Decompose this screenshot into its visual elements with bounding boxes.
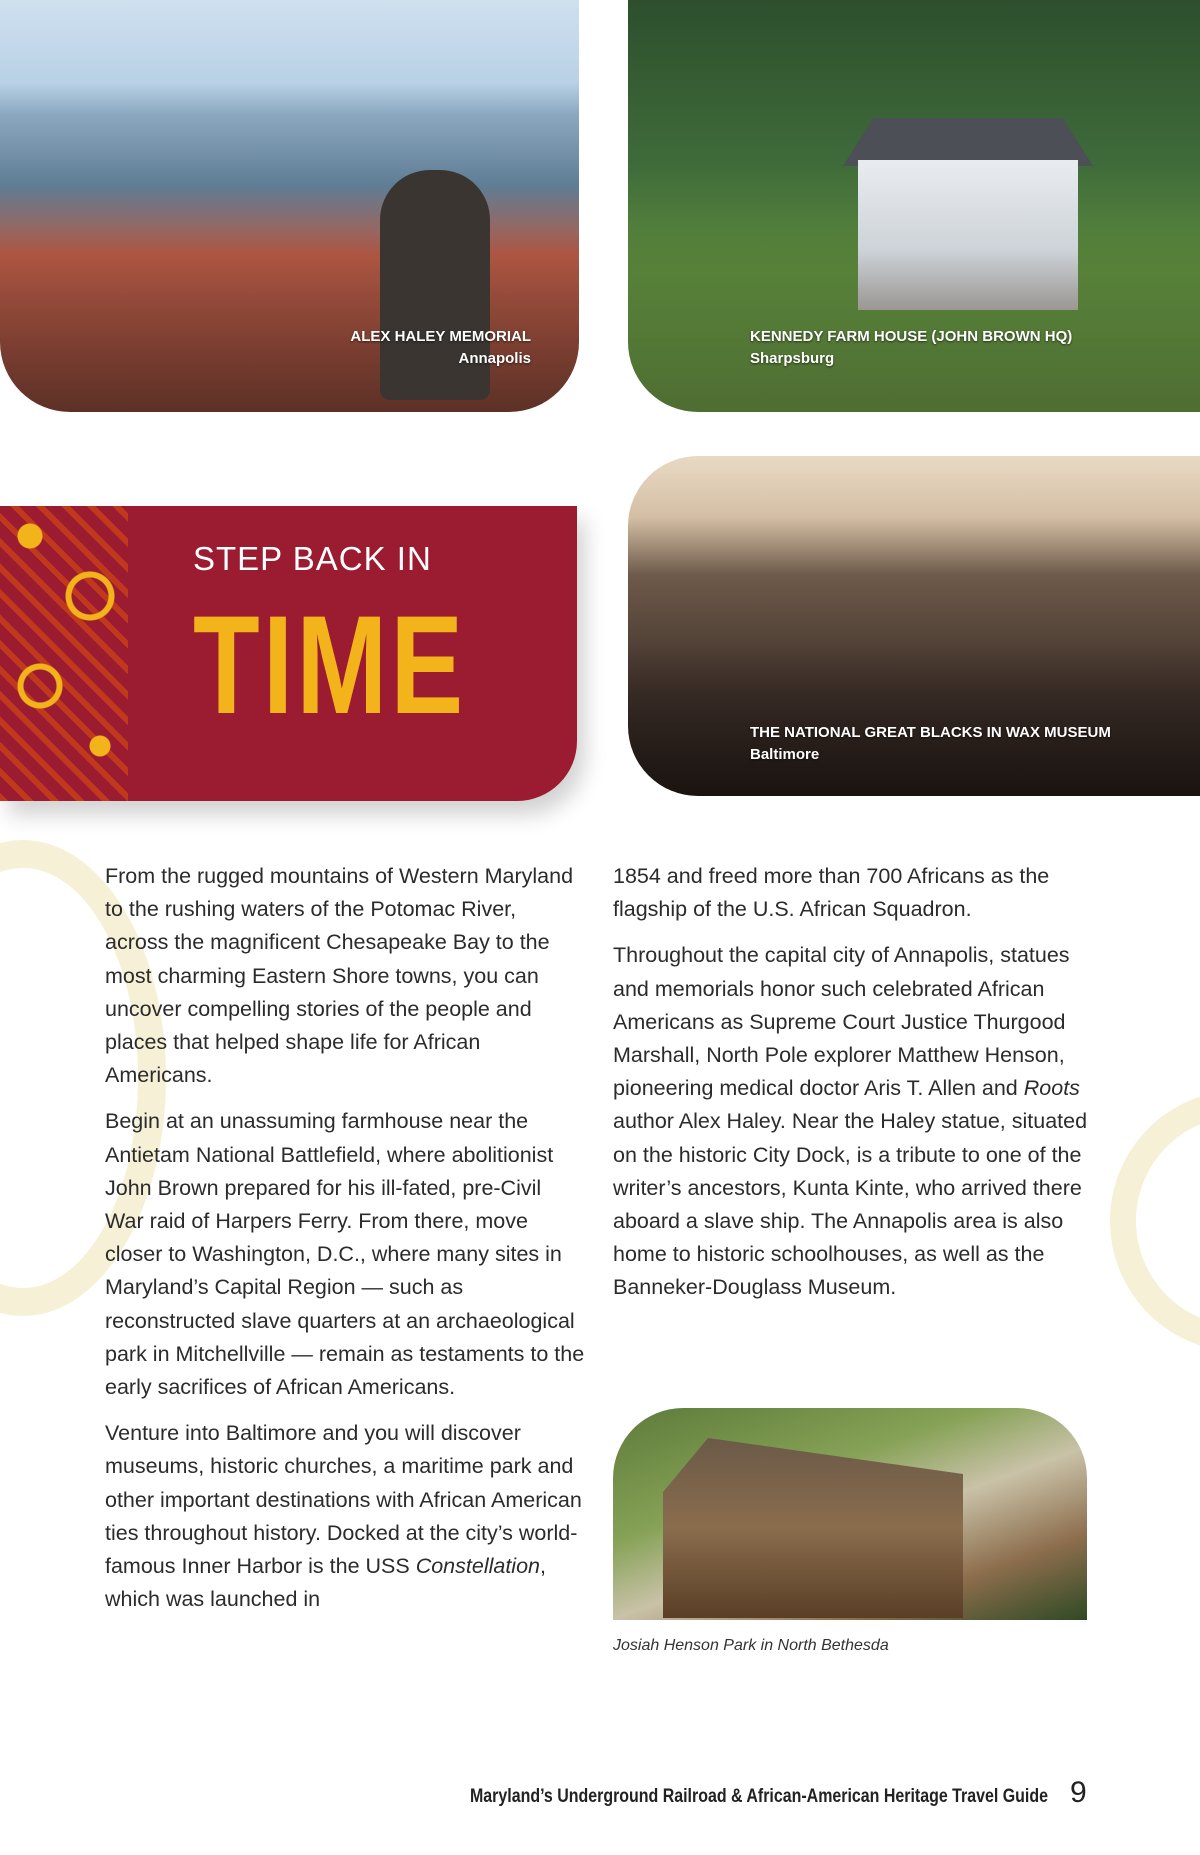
caption-title: KENNEDY FARM HOUSE (JOHN BROWN HQ) (750, 328, 1073, 345)
photo-josiah-henson-park (613, 1408, 1087, 1620)
cabin-shape (663, 1438, 963, 1618)
text-span: author Alex Haley. Near the Haley statue, situated on the historic City Dock, is a tribute to one of the writer’s ancestors, Kunta Kinte, who arrived there aboard a slave ship. The Annapolis area is also home to historic schoolhouses, as well as the Banneker-Douglass Museum. (613, 1109, 1088, 1300)
article-paragraph: From the rugged mountains of Western Maryland to the rushing waters of the Potomac River, across the magnificent Chesapeake Bay to the most charming Eastern Shore towns, you can uncover compelling stories of the people and places that helped shape life for African Americans. (105, 864, 574, 1088)
caption-title: THE NATIONAL GREAT BLACKS IN WAX MUSEUM (750, 724, 1111, 741)
photo-caption-alex-haley (350, 326, 531, 370)
caption-location: Annapolis (458, 350, 531, 367)
photo-kennedy-farm-house (628, 0, 1200, 412)
text-span: , which was launched in (105, 1554, 546, 1612)
house-roof-shape (843, 118, 1093, 166)
decorative-swirl-right (1110, 1090, 1200, 1352)
decorative-pattern (0, 506, 128, 801)
article-paragraph (105, 1417, 585, 1616)
article-column-right (613, 860, 1093, 1318)
caption-location: Baltimore (750, 746, 820, 763)
book-title: Roots (1023, 1076, 1080, 1101)
article-paragraph: Begin at an unassuming farmhouse near the Antietam National Battlefield, where abolitionist John Brown prepared for his ill-fated, pre-Civil War raid of Harpers Ferry. From there, move closer to Washington, D.C., where many sites in Maryland’s Capital Region — such as reconstructed slave quarters at an archaeological park in Mitchellville — remain as testaments to the early sacrifices of African Americans. (105, 1109, 585, 1400)
photo-caption-kennedy-farm (750, 326, 1072, 370)
banner-line-1: STEP BACK IN (193, 540, 432, 577)
photo-wax-museum (628, 456, 1200, 796)
text-span: Venture into Baltimore and you will discover museums, historic churches, a maritime park and other important destinations with African American ties throughout history. Docked at the city’s world-famous Inner Harbor is the USS (105, 1421, 582, 1579)
page-number: 9 (1070, 1776, 1087, 1809)
article-column-left (105, 860, 585, 1629)
article-paragraph: 1854 and freed more than 700 Africans as the flagship of the U.S. African Squadron. (613, 864, 1050, 922)
caption-location: Sharpsburg (750, 350, 835, 367)
caption-title: ALEX HALEY MEMORIAL (350, 328, 531, 345)
house-shape (858, 160, 1078, 310)
article-paragraph (613, 939, 1093, 1304)
text-span: Throughout the capital city of Annapolis, statues and memorials honor such celebrated African Americans as Supreme Court Justice Thurgood Marshall, North Pole explorer Matthew Henson, pioneering medical doctor Aris T. Allen and (613, 943, 1070, 1101)
photo-caption-wax-museum (750, 722, 1111, 766)
photo-alex-haley-memorial (0, 0, 579, 412)
ship-name: Constellation (415, 1554, 540, 1579)
photo-caption-henson-park: Josiah Henson Park in North Bethesda (613, 1637, 889, 1654)
footer-guide-title: Maryland’s Underground Railroad & African-American Heritage Travel Guide (470, 1786, 1048, 1807)
banner-line-2: TIME (193, 586, 467, 743)
